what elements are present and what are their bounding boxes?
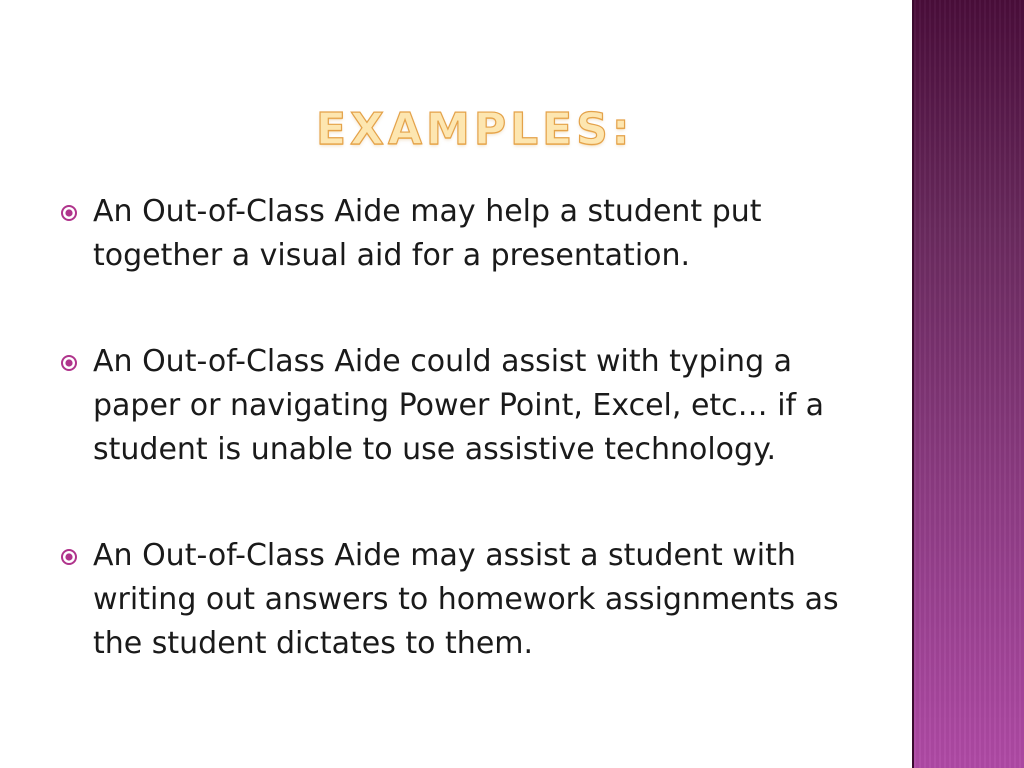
bullet-item [60,190,850,278]
radio-circle-icon [60,354,78,372]
bullet-item [60,340,850,472]
radio-circle-icon [60,204,78,222]
decorative-side-band [912,0,1024,768]
bullet-text: An Out-of-Class Aide could assist with typing a paper or navigating Power Point, Excel, etc… if a student is unable to use assistive technology. [93,344,825,467]
radio-circle-icon [60,548,78,566]
bullet-text: An Out-of-Class Aide may assist a student with writing out answers to homework assignments as the student dictates to them. [93,538,839,661]
bullet-item [60,534,850,666]
bullet-text: An Out-of-Class Aide may help a student put together a visual aid for a presentation. [93,194,762,273]
bullet-list [60,190,850,666]
slide-title: EXAMPLES: [316,104,634,155]
